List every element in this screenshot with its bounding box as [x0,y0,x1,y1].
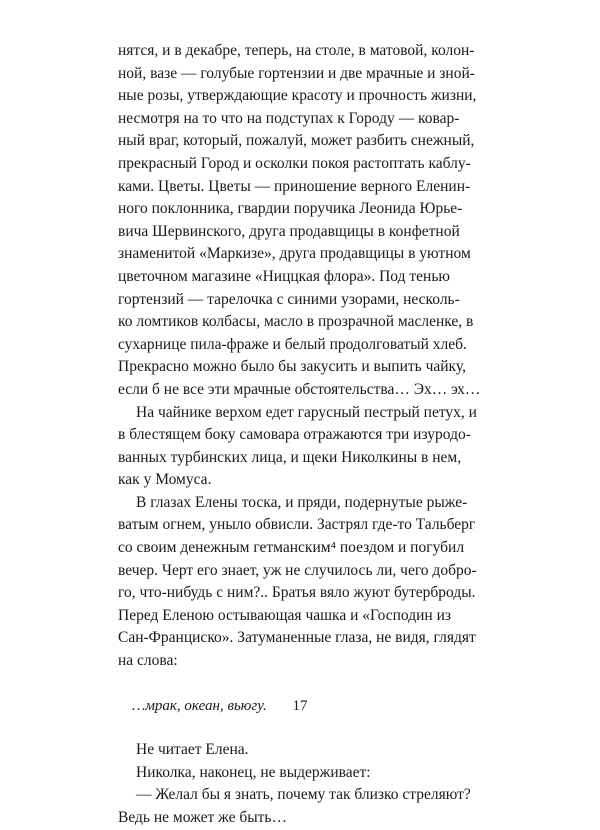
text-line: гортензий — тарелочка с синими узорами, несколь- [118,290,460,308]
spacer [118,673,488,695]
text-line: если б не все эти мрачные обстоятельства… Эх… эх… [118,380,481,398]
text-line: Не читает Елена. [136,741,249,759]
text-line: — Желал бы я знать, почему так близко стреляют? [136,786,471,804]
text-line: в блестящем боку самовара отражаются три изуродо- [118,426,471,444]
text-line: цветочном магазине «Ниццкая флора». Под тенью [118,267,450,285]
text-line: Николка, наконец, не выдерживает: [136,763,371,781]
text-line: на слова: [118,652,178,670]
verse-quote: …мрак, океан, вьюгу. [132,697,267,714]
text-line: ками. Цветы. Цветы — приношение верного Еленин- [118,177,471,195]
text-line: сухарнице пила-фраже и белый продолговатый хлеб. [118,335,467,353]
text-line: ного поклонника, гвардии поручика Леонида Юрье- [118,200,463,218]
text-line: вича Шервинского, друга продавщицы в конфетной [118,222,460,240]
text-line: ный враг, который, пожалуй, может разбить снежный, [118,132,475,150]
text-line: В глазах Елены тоска, и пряди, подернутые рыже- [136,493,468,511]
text-line: ные розы, утверждающие красоту и прочность жизни, [118,87,477,105]
text-line: ко ломтиков колбасы, масло в прозрачной масленке, в [118,313,474,331]
spacer [118,717,488,739]
text-line: На чайнике верхом едет гарусный пестрый петух, и [136,403,477,421]
text-line: го, что-нибудь с ним?.. Братья вяло жуют бутерброды. [118,584,476,602]
text-line: Прекрасно можно было бы закусить и выпить чайку, [118,358,466,376]
text-line: ватым огнем, уныло обвисли. Застрял где-то Тальберг [118,516,476,534]
text-line: несмотря на то что на подступах к Городу — ковар- [118,109,460,127]
text-line: как у Момуса. [118,471,212,489]
text-line: ванных турбинских лица, и щеки Николкины в нем, [118,448,462,466]
text-line: со своим денежным гетманским⁴ поездом и погубил [118,539,465,557]
text-line: знаменитой «Маркизе», друга продавщицы в уютном [118,245,471,263]
text-line: прекрасный Город и осколки покоя растоптать каблу- [118,154,471,172]
text-line: нятся, и в декабре, теперь, на столе, в матовой, колон- [118,42,475,59]
text-line: вечер. Черт его знает, уж не случилось ли, чего добро- [118,561,477,579]
text-line: Ведь не может же быть… [118,809,288,826]
text-line: Сан-Франциско». Затуманенные глаза, не видя, глядят [118,629,476,647]
text-line: Перед Еленою остывающая чашка и «Господин из [118,606,452,624]
page-number: 17 [292,698,308,714]
text-line: ной, вазе — голубые гортензии и две мрачные и знoй- [118,64,475,82]
